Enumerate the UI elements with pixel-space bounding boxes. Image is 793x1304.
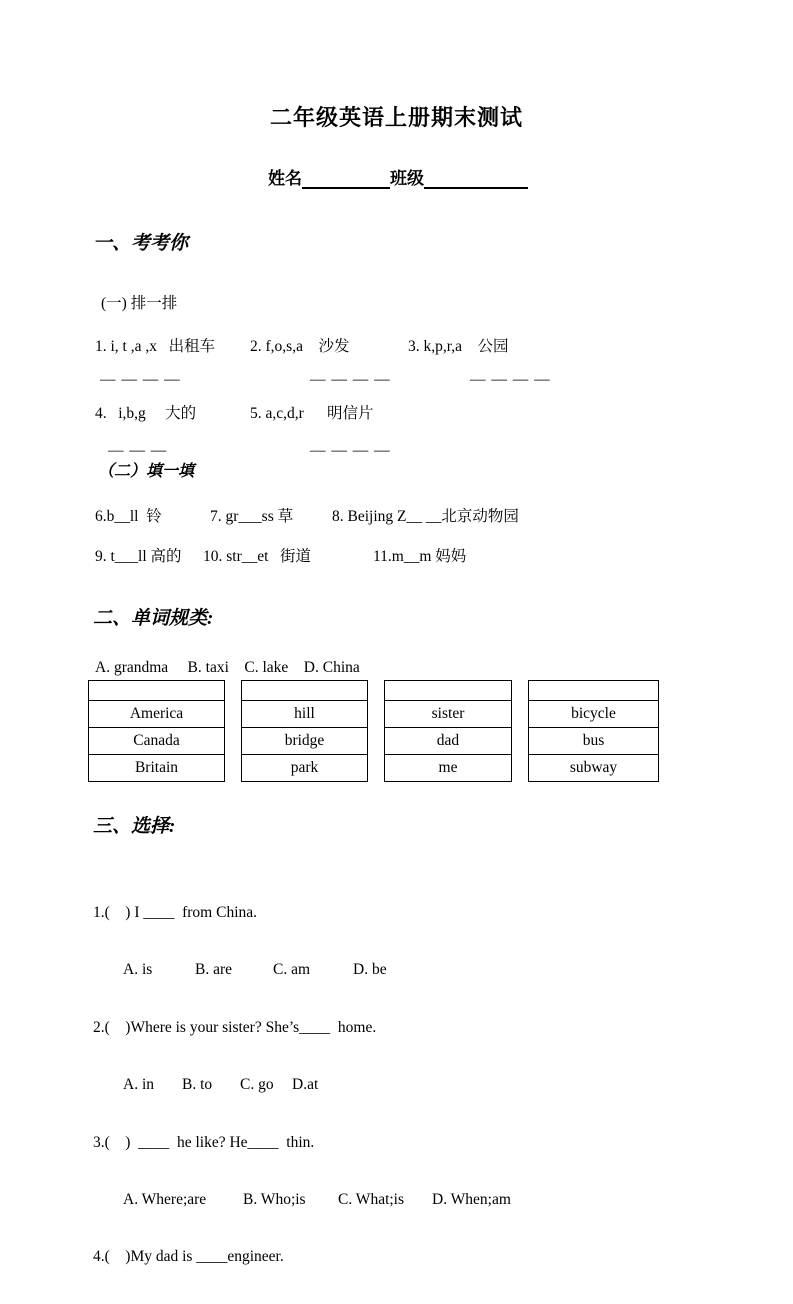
arrange-item-4: 4. i,b,g 大的 [95,405,197,422]
answer-dashes: — — — — [100,371,181,388]
class-label: 班级 [390,169,424,188]
question-2-options [93,1074,713,1095]
option-b: B. to [182,1076,213,1094]
word-table-2 [241,680,368,782]
classification-tables [88,680,659,782]
question-3-options [93,1189,713,1210]
answer-dashes: — — — — [310,371,391,388]
word-bank: A. grandma B. taxi C. lake D. China [95,659,360,676]
option-c: C. What;is [338,1190,405,1208]
option-a: A. is [123,961,153,979]
section3-heading: 三、选择: [93,816,176,837]
option-a: A. in [123,1076,154,1094]
fill-item-8: 8. Beijing Z__ __北京动物园 [332,508,519,525]
fill-item-7: 7. gr___ss 草 [210,508,294,525]
option-b: B. are [195,961,233,979]
table-cell: bridge [242,728,368,755]
section1-heading: 一、考考你 [93,233,189,254]
table-cell [385,681,512,701]
name-label: 姓名 [268,169,302,188]
name-blank [302,168,390,189]
name-class-line [268,164,528,189]
table-cell: bicycle [529,701,659,728]
option-d: D. When;am [432,1190,511,1208]
table-cell: Britain [89,755,225,782]
answer-dashes: — — — — [310,442,391,459]
table-cell: sister [385,701,512,728]
class-blank [424,168,528,189]
question-2: 2.( )Where is your sister? She’s____ home. [93,1018,377,1036]
table-cell: me [385,755,512,782]
option-d: D.at [292,1076,319,1094]
word-table-1 [88,680,225,782]
word-table-3 [384,680,512,782]
section2-heading: 二、单词规类: [93,608,214,629]
option-c: C. go [240,1076,274,1094]
answer-dashes: — — — [108,442,168,459]
part2-heading: （二）填一填 [98,463,195,480]
fill-item-10: 10. str__et 街道 [203,548,312,565]
arrange-item-2: 2. f,o,s,a 沙发 [250,338,350,355]
table-cell: hill [242,701,368,728]
table-cell: America [89,701,225,728]
fill-item-6: 6.b__ll 铃 [95,508,162,525]
table-cell: bus [529,728,659,755]
question-4: 4.( )My dad is ____engineer. [93,1248,284,1266]
arrange-item-3: 3. k,p,r,a 公园 [408,338,509,355]
table-cell: subway [529,755,659,782]
table-cell [89,681,225,701]
option-a: A. Where;are [123,1190,207,1208]
option-c: C. am [273,961,311,979]
table-cell: park [242,755,368,782]
arrange-item-1: 1. i, t ,a ,x 出租车 [95,338,216,355]
fill-item-9: 9. t___ll 高的 [95,548,182,565]
choice-questions [93,866,713,1304]
table-cell [242,681,368,701]
answer-dashes: — — — — [470,371,551,388]
table-cell: dad [385,728,512,755]
word-table-4 [528,680,659,782]
question-1: 1.( ) I ____ from China. [93,904,258,921]
question-1-options [93,959,713,980]
exam-title: 二年级英语上册期末测试 [269,105,523,130]
option-d: D. be [353,961,387,979]
option-b: B. Who;is [243,1190,306,1208]
part1-heading: (一) 排一排 [101,295,178,312]
fill-item-11: 11.m__m 妈妈 [373,548,467,565]
question-3: 3.( ) ____ he like? He____ thin. [93,1133,315,1151]
arrange-item-5: 5. a,c,d,r 明信片 [250,405,374,422]
table-cell [529,681,659,701]
table-cell: Canada [89,728,225,755]
